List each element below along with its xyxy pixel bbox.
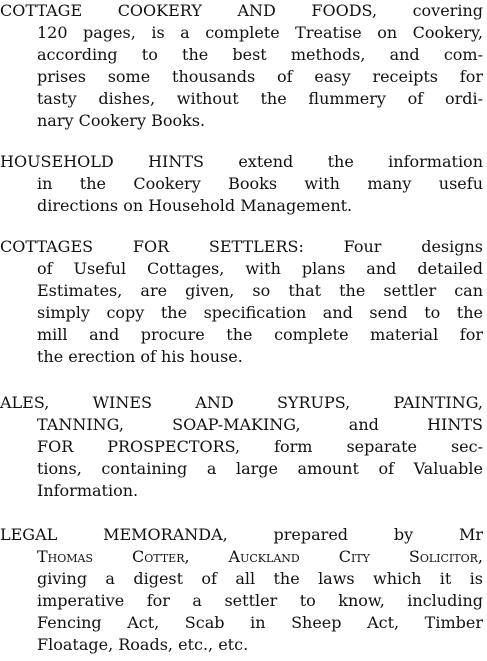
text-line: the erection of his house.	[37, 347, 243, 366]
text-line: imperative for a settler to know, including	[37, 591, 483, 610]
text-line: ALES, WINES AND SYRUPS, PAINTING,	[0, 393, 483, 412]
text-line: simply copy the specification and send to the	[37, 303, 483, 322]
text-line: giving a digest of all the laws which it is	[37, 569, 483, 588]
text-line: COTTAGE COOKERY AND FOODS, covering	[0, 1, 483, 20]
text-line: tasty dishes, without the flummery of ordi-	[37, 89, 483, 108]
text-line: 120 pages, is a complete Treatise on Cookery,	[37, 23, 483, 42]
text-line: directions on Household Management.	[37, 196, 353, 215]
text-line: according to the best methods, and com-	[37, 45, 483, 64]
text-line: mill and procure the complete material for	[37, 325, 483, 344]
text-line: TANNING, SOAP-MAKING, and HINTS	[37, 415, 483, 434]
text-line: LEGAL MEMORANDA, prepared by Mr	[0, 525, 483, 544]
text-line: tions, containing a large amount of Valuable	[37, 459, 483, 478]
text-line: nary Cookery Books.	[37, 111, 206, 130]
text-line: HOUSEHOLD HINTS extend the information	[0, 152, 483, 171]
text-line: prises some thousands of easy receipts for	[37, 67, 483, 86]
text-line: COTTAGES FOR SETTLERS: Four designs	[0, 237, 483, 256]
text-line: in the Cookery Books with many usefu	[37, 174, 483, 193]
text-line: Estimates, are given, so that the settler can	[37, 281, 483, 300]
text-line: of Useful Cottages, with plans and detailed	[37, 259, 483, 278]
text-line: Floatage, Roads, etc., etc.	[37, 635, 249, 654]
text-line: Information.	[37, 481, 139, 500]
text-line: FOR PROSPECTORS, form separate sec-	[37, 437, 483, 456]
text-line: Fencing Act, Scab in Sheep Act, Timber	[37, 613, 483, 632]
text-line: Thomas Cotter, Auckland City Solicitor,	[37, 547, 483, 566]
